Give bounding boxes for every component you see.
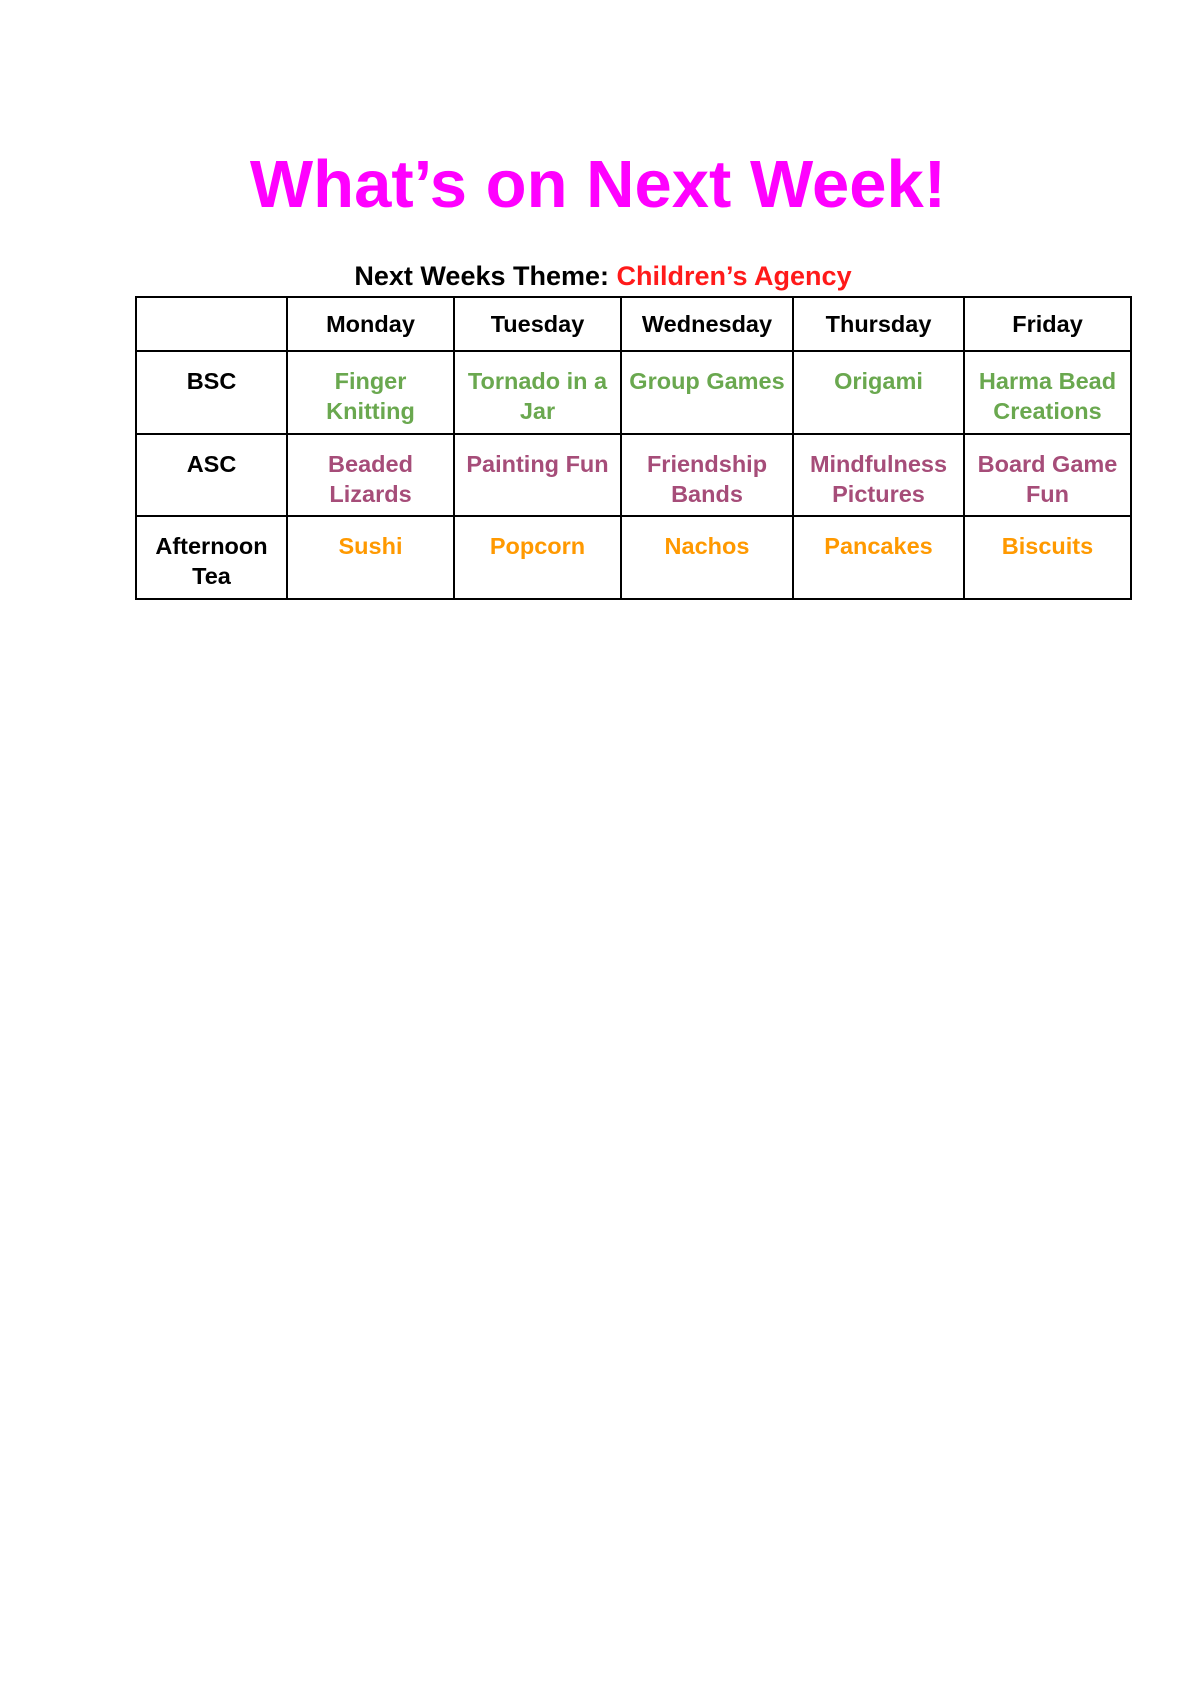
table-row-afternoon-tea — [136, 516, 1131, 599]
day-header-thursday: Thursday — [793, 297, 964, 351]
tea-friday-item: Biscuits — [964, 516, 1131, 599]
day-header-monday: Monday — [287, 297, 454, 351]
tea-thursday-item: Pancakes — [793, 516, 964, 599]
asc-friday-activity: Board Game Fun — [964, 434, 1131, 516]
page-title: What’s on Next Week! — [249, 147, 947, 222]
asc-wednesday-activity: Friendship Bands — [621, 434, 793, 516]
bsc-monday-activity: Finger Knitting — [287, 351, 454, 434]
bsc-thursday-activity: Origami — [793, 351, 964, 434]
table-header-row — [136, 297, 1131, 351]
tea-monday-item: Sushi — [287, 516, 454, 599]
row-label-bsc: BSC — [136, 351, 287, 434]
day-header-friday: Friday — [964, 297, 1131, 351]
asc-thursday-activity: Mindfulness Pictures — [793, 434, 964, 516]
weekly-schedule-table — [135, 296, 1132, 600]
asc-tuesday-activity: Painting Fun — [454, 434, 621, 516]
day-header-wednesday: Wednesday — [621, 297, 793, 351]
row-label-afternoon-tea: Afternoon Tea — [136, 516, 287, 599]
theme-line — [0, 260, 1192, 292]
tea-tuesday-item: Popcorn — [454, 516, 621, 599]
asc-monday-activity: Beaded Lizards — [287, 434, 454, 516]
theme-value: Children’s Agency — [616, 261, 852, 291]
day-header-tuesday: Tuesday — [454, 297, 621, 351]
bsc-tuesday-activity: Tornado in a Jar — [454, 351, 621, 434]
corner-cell — [136, 297, 287, 351]
bsc-wednesday-activity: Group Games — [621, 351, 793, 434]
theme-label: Next Weeks Theme: — [354, 261, 610, 291]
row-label-asc: ASC — [136, 434, 287, 516]
tea-wednesday-item: Nachos — [621, 516, 793, 599]
table-row-bsc — [136, 351, 1131, 434]
bsc-friday-activity: Harma Bead Creations — [964, 351, 1131, 434]
table-row-asc — [136, 434, 1131, 516]
